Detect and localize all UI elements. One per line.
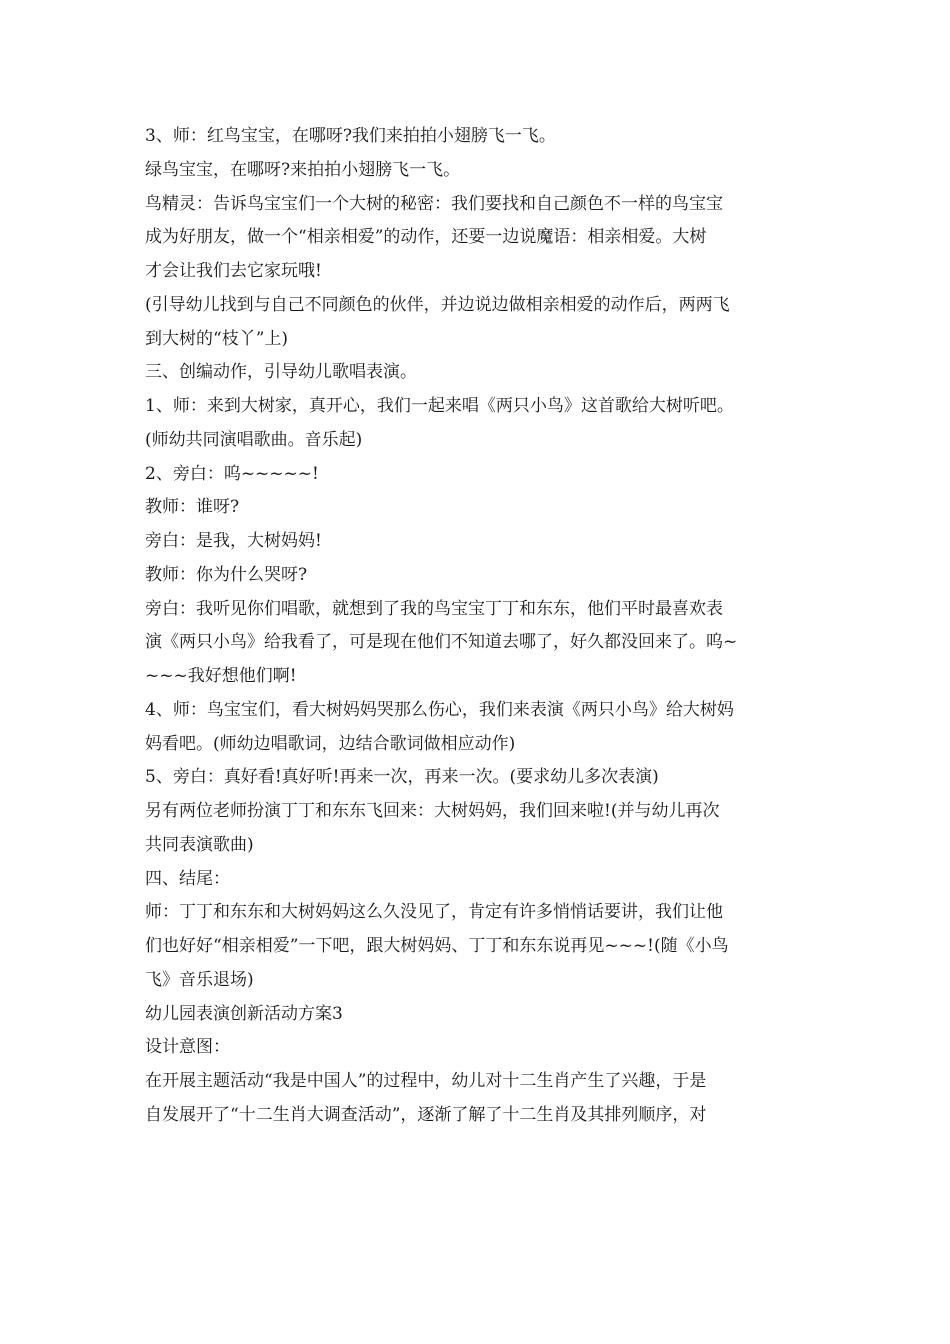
text-line: 旁白：是我，大树妈妈! — [145, 531, 322, 551]
text-line: 2、旁白：呜~~~~~! — [145, 463, 319, 484]
document-body — [145, 120, 810, 1133]
subsection-heading: 设计意图： — [145, 1037, 230, 1058]
text-line: 旁白：我听见你们唱歌，就想到了我的鸟宝宝丁丁和东东，他们平时最喜欢表 — [145, 598, 723, 619]
text-line: 才会让我们去它家玩哦! — [145, 261, 322, 281]
text-line: 师：丁丁和东东和大树妈妈这么久没见了，肯定有许多悄悄话要讲，我们让他 — [145, 902, 723, 923]
section-heading: 三、创编动作，引导幼儿歌唱表演。 — [145, 362, 417, 383]
text-line: ~~~我好想他们啊! — [145, 666, 297, 686]
text-line: 5、旁白：真好看!真好听!再来一次，再来一次。(要求幼儿多次表演) — [145, 767, 659, 788]
text-line: 自发展开了“十二生肖大调查活动”，逐渐了解了十二生肖及其排列顺序，对 — [145, 1104, 707, 1125]
text-line: 教师：谁呀? — [145, 497, 240, 518]
text-line: 绿鸟宝宝，在哪呀?来拍拍小翅膀飞一飞。 — [145, 159, 461, 180]
document-title: 幼儿园表演创新活动方案3 — [145, 1003, 343, 1024]
text-line: 4、师：鸟宝宝们，看大树妈妈哭那么伤心，我们来表演《两只小鸟》给大树妈 — [145, 699, 734, 720]
text-line: 妈看吧。(师幼边唱歌词，边结合歌词做相应动作) — [145, 733, 516, 754]
text-line: 演《两只小鸟》给我看了，可是现在他们不知道去哪了，好久都没回来了。呜~ — [145, 632, 738, 653]
section-heading: 四、结尾： — [145, 868, 230, 889]
text-line: 教师：你为什么哭呀? — [145, 564, 308, 585]
text-line: 另有两位老师扮演丁丁和东东飞回来：大树妈妈，我们回来啦!(并与幼儿再次 — [145, 801, 720, 821]
text-line: (引导幼儿找到与自己不同颜色的伙伴，并边说边做相亲相爱的动作后，两两飞 — [145, 294, 730, 315]
text-line: 到大树的“枝丫”上) — [145, 328, 289, 349]
text-line: 共同表演歌曲) — [145, 834, 254, 855]
text-line: 1、师：来到大树家，真开心，我们一起来唱《两只小鸟》这首歌给大树听吧。 — [145, 396, 734, 416]
text-line: 鸟精灵：告诉鸟宝宝们一个大树的秘密：我们要找和自己颜色不一样的鸟宝宝 — [145, 193, 723, 214]
text-line: 在开展主题活动“我是中国人”的过程中，幼儿对十二生肖产生了兴趣，于是 — [145, 1071, 707, 1091]
text-line: 们也好好“相亲相爱”一下吧，跟大树妈妈、丁丁和东东说再见~~~!(随《小鸟 — [145, 936, 729, 956]
text-line: 飞》音乐退场) — [145, 969, 254, 990]
text-line: 成为好朋友，做一个“相亲相爱”的动作，还要一边说魔语：相亲相爱。大树 — [145, 227, 707, 248]
text-line: (师幼共同演唱歌曲。音乐起) — [145, 429, 363, 450]
text-line: 3、师：红鸟宝宝，在哪呀?我们来拍拍小翅膀飞一飞。 — [145, 126, 556, 146]
